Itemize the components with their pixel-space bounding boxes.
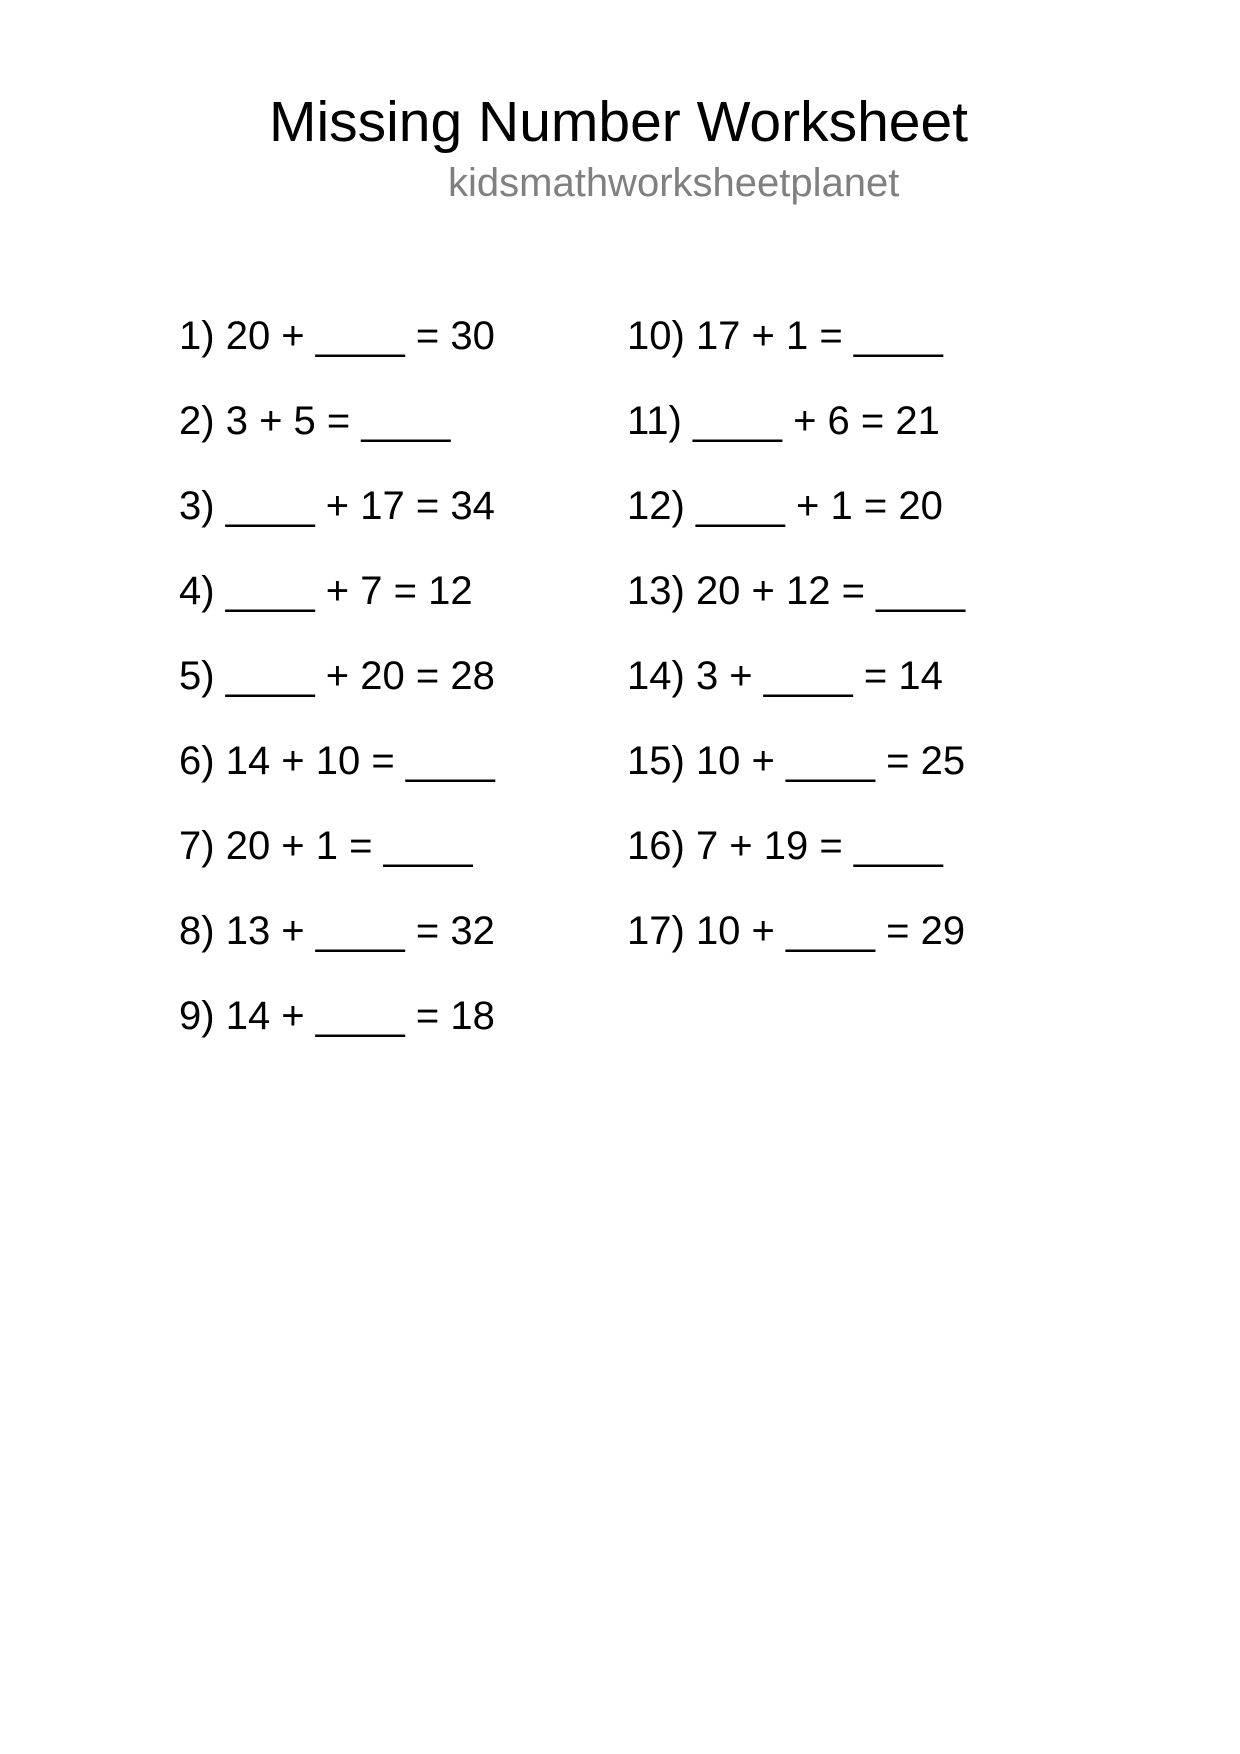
problem-equation: ____ + 17 = 34 [225,484,495,528]
problem-15 [627,736,965,821]
problem-number: 3) [179,484,215,528]
problem-equation: ____ + 1 = 20 [695,484,943,528]
problem-number: 7) [179,824,215,868]
problem-13 [627,566,965,651]
problems-column-right [627,311,965,991]
problem-number: 9) [179,994,215,1038]
problem-equation: ____ + 20 = 28 [225,654,495,698]
problem-equation: 20 + 12 = ____ [695,569,966,613]
problem-14 [627,651,965,736]
problem-number: 10) [627,314,685,358]
problem-equation: 20 + 1 = ____ [225,824,473,868]
problem-number: 4) [179,569,215,613]
problem-equation: 20 + ____ = 30 [225,314,495,358]
problem-equation: 14 + ____ = 18 [225,994,495,1038]
problem-equation: ____ + 6 = 21 [692,399,940,443]
problem-6 [179,736,495,821]
problem-equation: ____ + 7 = 12 [225,569,473,613]
problem-equation: 3 + ____ = 14 [695,654,943,698]
problem-equation: 10 + ____ = 29 [695,909,966,953]
problem-number: 13) [627,569,685,613]
problem-number: 2) [179,399,215,443]
problem-equation: 10 + ____ = 25 [695,739,966,783]
problems-column-left [179,311,495,1076]
problem-number: 8) [179,909,215,953]
problem-number: 5) [179,654,215,698]
problem-number: 17) [627,909,685,953]
problem-4 [179,566,495,651]
problem-11 [627,396,965,481]
problem-equation: 17 + 1 = ____ [695,314,943,358]
problem-equation: 3 + 5 = ____ [225,399,451,443]
problem-equation: 13 + ____ = 32 [225,909,495,953]
problem-2 [179,396,495,481]
problem-number: 6) [179,739,215,783]
problem-16 [627,821,965,906]
problem-number: 12) [627,484,685,528]
problem-8 [179,906,495,991]
problem-number: 15) [627,739,685,783]
problem-5 [179,651,495,736]
problem-number: 16) [627,824,685,868]
problem-number: 1) [179,314,215,358]
problem-equation: 7 + 19 = ____ [695,824,943,868]
problem-3 [179,481,495,566]
problem-equation: 14 + 10 = ____ [225,739,495,783]
worksheet-subtitle: kidsmathworksheetplanet [448,161,900,205]
problem-12 [627,481,965,566]
problem-number: 11) [627,399,682,443]
problem-17 [627,906,965,991]
problem-number: 14) [627,654,685,698]
problem-9 [179,991,495,1076]
problem-1 [179,311,495,396]
worksheet-title: Missing Number Worksheet [269,90,969,154]
problem-7 [179,821,495,906]
problem-10 [627,311,965,396]
